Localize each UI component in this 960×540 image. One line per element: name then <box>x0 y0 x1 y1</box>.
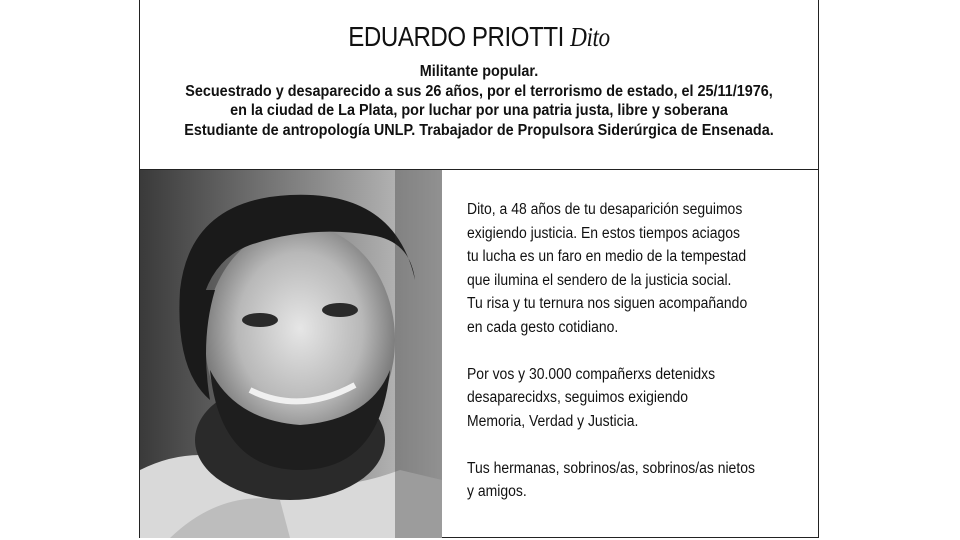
message-line: tu lucha es un faro en medio de la tempestad <box>467 248 747 265</box>
portrait-photo <box>140 170 442 538</box>
message-line: Tu risa y tu ternura nos siguen acompañando <box>467 295 748 312</box>
signature-paragraph <box>467 457 782 504</box>
header-line: en la ciudad de La Plata, por luchar por una patria justa, libre y soberana <box>230 102 728 119</box>
header-line: Militante popular. <box>419 63 539 80</box>
message-paragraph <box>467 363 782 434</box>
header-description <box>140 62 818 140</box>
message-line: en cada gesto cotidiano. <box>467 318 619 336</box>
header-line: Estudiante de antropología UNLP. Trabajador de Propulsora Siderúrgica de Ensenada. <box>184 121 774 139</box>
notice-header <box>140 0 818 170</box>
name-line <box>187 20 770 54</box>
person-name: EDUARDO PRIOTTI <box>348 21 564 52</box>
memorial-notice <box>139 0 819 538</box>
portrait-image <box>140 170 442 538</box>
message-line: exigiendo justicia. En estos tiempos aciagos <box>467 224 740 242</box>
message-text <box>467 198 817 527</box>
person-nickname: Dito <box>570 22 610 52</box>
message-line: desaparecidxs, seguimos exigiendo <box>467 389 689 406</box>
signature-line: Tus hermanas, sobrinos/as, sobrinos/as nietos <box>467 459 755 477</box>
message-line: Memoria, Verdad y Justicia. <box>467 412 639 430</box>
message-line: que ilumina el sendero de la justicia social. <box>467 271 732 289</box>
message-line: Dito, a 48 años de tu desaparición seguimos <box>467 201 743 218</box>
message-line: Por vos y 30.000 compañerxs detenidxs <box>467 365 716 383</box>
signature-line: y amigos. <box>467 483 527 500</box>
message-paragraph <box>467 198 782 339</box>
header-line: Secuestrado y desaparecido a sus 26 años, por el terrorismo de estado, el 25/11/1976, <box>185 82 773 100</box>
